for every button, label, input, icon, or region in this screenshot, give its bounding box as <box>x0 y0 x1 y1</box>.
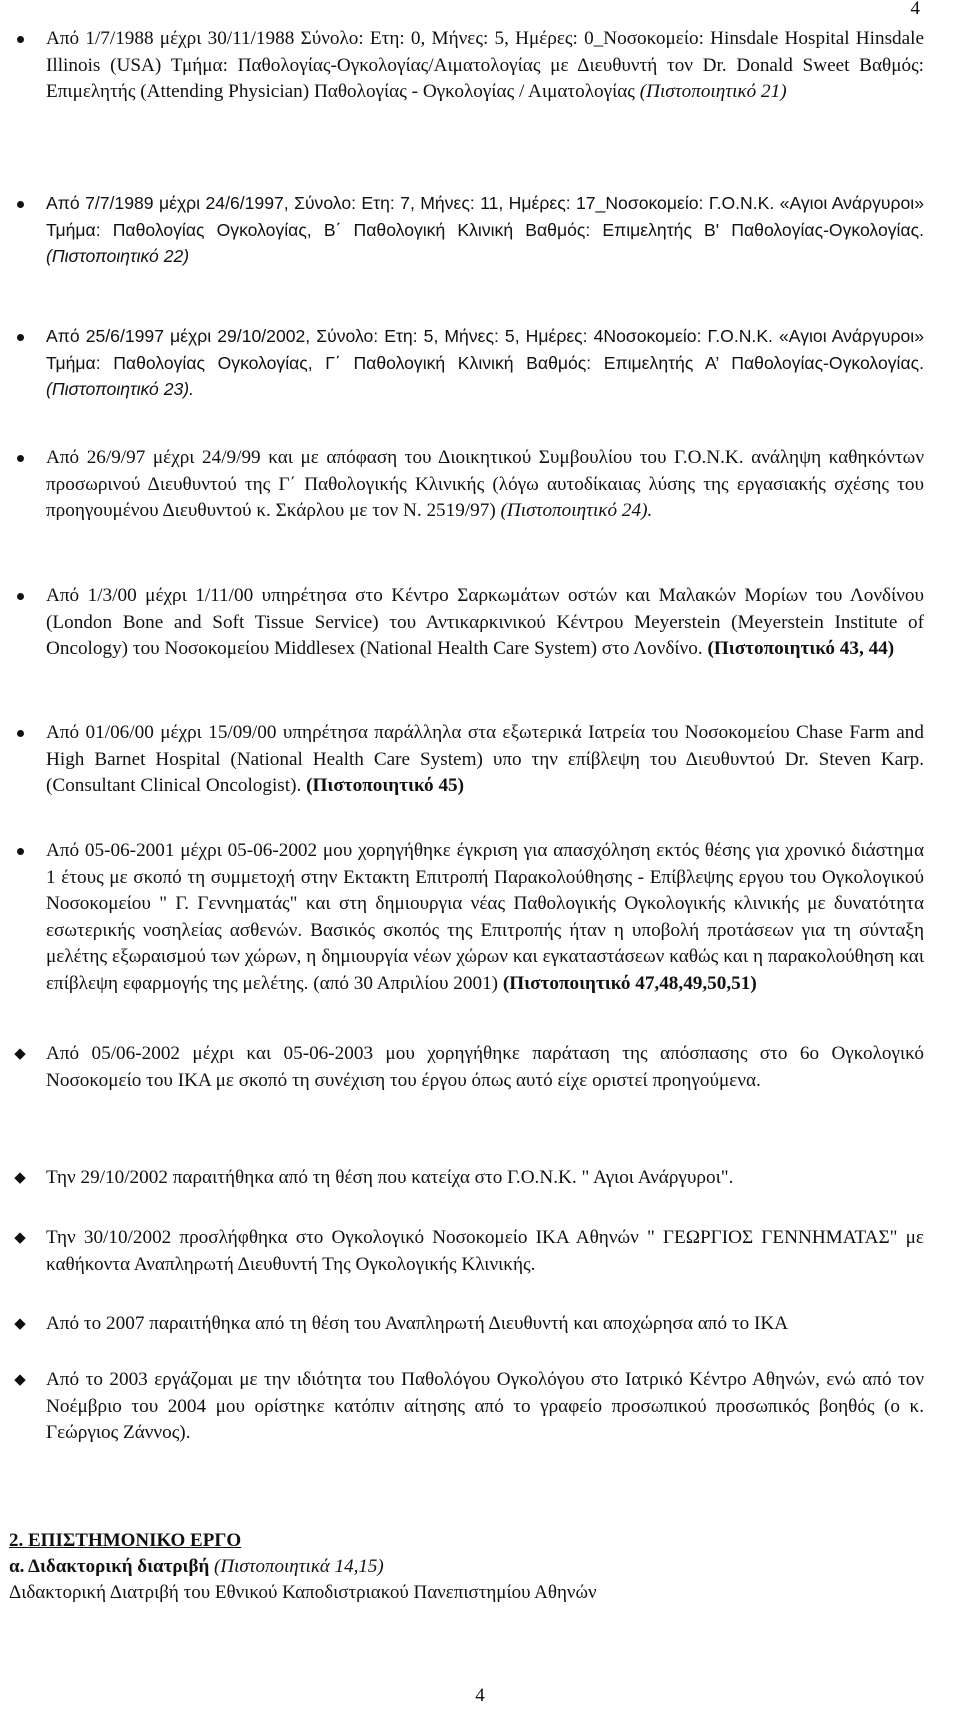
bullet-dot-icon <box>10 720 30 747</box>
thesis-line: Διδακτορική Διατριβή του Εθνικού Καποδιστριακού Πανεπιστημίου Αθηνών <box>9 1582 597 1603</box>
entry-text: Από 26/9/97 μέχρι 24/9/99 και με απόφαση του Διοικητικού Συμβουλίου του Γ.Ο.Ν.Κ. ανάληψη καθηκόντων προσωρινού Διευθυντού της Γ΄ Παθολογικής Κλινικής (λόγω αυτοδίκαιας λύσης της εργασιακής σχέσης του προηγουμένου Διευθυντού κ. Σκάρλου με τον Ν. 2519/97) <box>46 447 924 522</box>
entry-text: Από το 2007 παραιτήθηκα από τη θέση του Αναπληρωτή Διευθυντή και αποχώρησα από το ΙΚΑ <box>46 1313 789 1334</box>
page-number-top: 4 <box>910 0 920 19</box>
section-heading: 2. ΕΠΙΣΤΗΜΟΝΙΚΟ ΕΡΓΟ <box>9 1530 242 1551</box>
bullet-diamond-icon: ◆ <box>14 1170 26 1186</box>
certificate-ref: (Πιστοποιητικό 24). <box>500 500 653 522</box>
entry-text: Από 05/06-2002 μέχρι και 05-06-2003 μου χορηγήθηκε παράταση της απόσπασης στο 6ο Ογκολογικό Νοσοκομείο του ΙΚΑ με σκοπό τη συνέχιση του έργου όπως αυτό είχε οριστεί προηγούμενα. <box>46 1043 924 1091</box>
entry-acting-director <box>46 445 924 525</box>
bullet-dot-icon <box>10 445 30 472</box>
certificate-ref: (Πιστοποιητικό 21) <box>639 81 787 103</box>
bullet-diamond-icon: ◆ <box>14 1372 26 1388</box>
entry-agioi-anargyroi-b <box>46 190 924 270</box>
bullet-diamond-icon: ◆ <box>14 1230 26 1246</box>
bullet-dot-icon <box>10 190 30 217</box>
certificate-ref: (Πιστοποιητικό 47,48,49,50,51) <box>502 972 757 994</box>
entry-text: Από 7/7/1989 μέχρι 24/6/1997, Σύνολο: Ετη: 7, Μήνες: 11, Ημέρες: 17_Νοσοκομείο: Γ.Ο.Ν.Κ. «Αγιοι Ανάργυροι» Τμήμα: Παθολογίας Ογκολογίας, Β΄ Παθολογική Κλινική Βαθμός: Επιμελητής Β' Παθολογίας-Ογκολογίας. <box>46 193 924 240</box>
bullet-dot-icon <box>10 838 30 865</box>
entry-ika-appointment <box>14 1225 924 1278</box>
entry-text: Από 01/06/00 μέχρι 15/09/00 υπηρέτησα παράλληλα στα εξωτερικά Ιατρεία του Νοσοκομείου Chase Farm and High Barnet Hospital (National Health Care System) υπο την επίβλεψη του Διευθυντού Dr. Steven Karp.(Consultant Clinical Oncologist). <box>46 722 924 797</box>
entry-text: Από 25/6/1997 μέχρι 29/10/2002, Σύνολο: Ετη: 5, Μήνες: 5, Ημέρες: 4Νοσοκομείο: Γ.Ο.Ν.Κ. «Αγιοι Ανάργυροι» Τμήμα: Παθολογίας Ογκολογίας, Γ΄ Παθολογική Κλινική Βαθμός: Επιμελητής Α’ Παθολογίας-Ογκολογίας. <box>46 326 924 373</box>
bullet-dot-icon <box>10 26 30 53</box>
entry-chase-farm <box>46 720 924 800</box>
entry-agioi-anargyroi-g <box>46 323 924 403</box>
bullet-diamond-icon: ◆ <box>14 1316 26 1332</box>
bullet-dot-icon <box>10 323 30 350</box>
entry-hinsdale <box>46 26 924 106</box>
entry-london-sarcoma <box>46 583 924 663</box>
entry-text: Από 1/3/00 μέχρι 1/11/00 υπηρέτησα στο Κέντρο Σαρκωμάτων οστών και Μαλακών Μορίων του Λονδίνου (London Bone and Soft Tissue Service) του Αντικαρκινικού Κέντρου Meyerstein (Meyerstein Institute of Oncology) του Νοσοκομείου Middlesex (National Health Care System) στο Λονδίνο. <box>46 585 924 660</box>
entry-resignation-gonk <box>14 1165 924 1192</box>
section-scientific-work <box>9 1528 909 1606</box>
entry-text: Την 29/10/2002 παραιτήθηκα από τη θέση που κατείχα στο Γ.Ο.Ν.Κ. " Αγιοι Ανάργυροι". <box>46 1167 734 1188</box>
certificate-ref: (Πιστοποιητικό 43, 44) <box>707 638 895 660</box>
entry-text: Από 1/7/1988 μέχρι 30/11/1988 Σύνολο: Ετη: 0, Μήνες: 5, Ημέρες: 0_Νοσοκομείο: Hinsdale Hospital Hinsdale Illinois (USA) Τμήμα: Παθολογίας-Ογκολογίας/Αιματολογίας με Διευθυντή τον Dr. Donald Sweet Βαθμός: Επιμελητής (Attending Physician) Παθολογίας - Ογκολογίας / Αιματολογίας <box>46 28 924 103</box>
entry-gennimatas-committee <box>46 838 924 998</box>
certificate-ref: (Πιστοποιητικό 45) <box>306 775 465 797</box>
bullet-dot-icon <box>10 583 30 610</box>
subsection-note: (Πιστοποιητικά 14,15) <box>209 1556 384 1577</box>
subsection-thesis <box>9 1554 909 1580</box>
entry-secondment-extension <box>14 1041 924 1094</box>
subsection-label: α. Διδακτορική διατριβή <box>9 1556 210 1577</box>
certificate-ref: (Πιστοποιητικό 23). <box>46 379 195 400</box>
page-number-bottom: 4 <box>475 1685 485 1706</box>
entry-medical-center-athens <box>14 1367 924 1447</box>
certificate-ref: (Πιστοποιητικό 22) <box>46 246 190 267</box>
entry-text: Από 05-06-2001 μέχρι 05-06-2002 μου χορηγήθηκε έγκριση για απασχόληση εκτός θέσης για χρονικό διάστημα 1 έτους με σκοπό τη συμμετοχή στην Εκτακτη Επιτροπή Παρακολούθησης - Επίβλεψης εργου του Ογκολογικού Νοσοκομείου " Γ. Γεννηματάς" και στη δημιουργια νέας Παθολογικής Ογκολογικής κλινικής με δυνατότητα εσωτερικής νοσηλείας ασθενών. Βασικός σκοπός της Επιτροπής ήταν η υποβολή προτάσεων για τη σύνταξη μελέτης εξωραισμού των χώρων, η δημιουργία νέων χώρων και εγκαταστάσεων καθώς και η παρακολούθηση και επίβλεψη εφαρμογής της μελέτης. (από 30 Απριλίου 2001) <box>46 840 924 994</box>
entry-text: Την 30/10/2002 προσλήφθηκα στο Ογκολογικό Νοσοκομείο ΙΚΑ Αθηνών " ΓΕΩΡΓΙΟΣ ΓΕΝΝΗΜΑΤΑΣ" με καθήκοντα Αναπληρωτή Διευθυντή Της Ογκολογικής Κλινικής. <box>46 1227 924 1275</box>
bullet-diamond-icon: ◆ <box>14 1046 26 1062</box>
entry-ika-resignation <box>14 1311 924 1338</box>
entry-text: Από το 2003 εργάζομαι με την ιδιότητα του Παθολόγου Ογκολόγου στο Ιατρικό Κέντρο Αθηνών, ενώ από τον Νοέμβριο του 2004 μου ορίστηκε κατόπιν αίτησης από το γραφείο προσωπικού προσωπικός βοηθός (ο κ. Γεώργιος Ζάννος). <box>46 1369 924 1444</box>
